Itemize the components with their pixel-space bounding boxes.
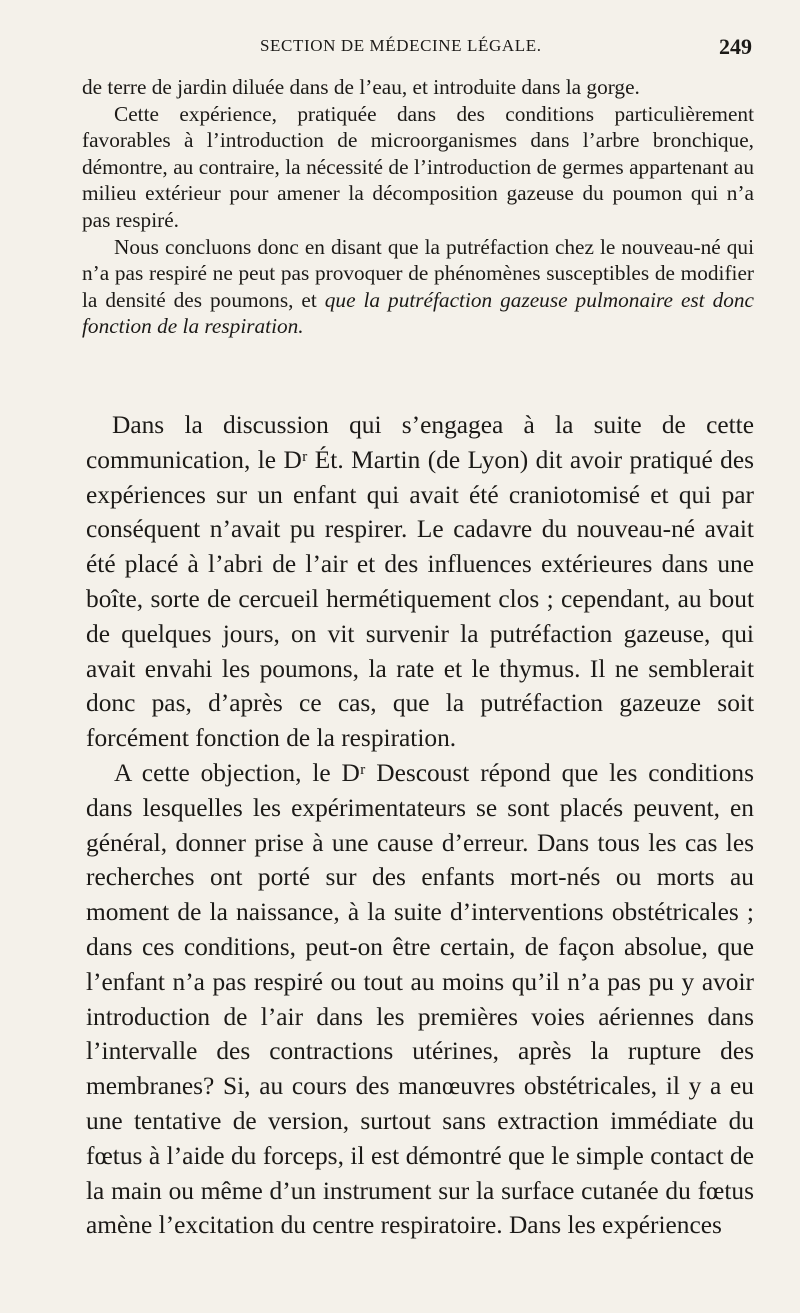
small-paragraph-1: de terre de jardin diluée dans de l’eau, et introduite dans la gorge. (82, 75, 640, 99)
discussion-paragraph-2: A cette objection, le Dʳ Descoust répond que les conditions dans lesquelles les expérimentateurs se sont placés peuvent, en général, donner prise à une cause d’erreur. Dans tous les cas les recherches ont porté sur des enfants mort-nés ou morts au moment de la naissance, à la suite d’interventions obstétricales ; dans ces conditions, peut-on être certain, de façon absolue, que l’enfant n’a pas respiré ou tout au moins qu’il n’a pas pu y avoir introduction de l’air dans les premières voies aériennes dans l’intervalle des contractions utérines, après la rupture des membranes? Si, au cours des manœuvres obstétricales, il y a eu une tentative de version, surtout sans extraction immédiate du fœtus à l’aide du forceps, il est démontré que le simple contact de la main ou même d’un instrument sur la surface cutanée du fœtus amène l’excitation du centre respiratoire. Dans les expériences (86, 758, 754, 1240)
small-paragraph-3 (82, 234, 754, 340)
conclusion-italic: que la putréfaction gazeuse pulmonaire est donc fonction de la respiration. (82, 287, 754, 339)
small-paragraph-2: Cette expérience, pratiquée dans des conditions particulièrement favorables à l’introduction de microorganismes dans l’arbre bronchique, démontre, au contraire, la nécessité de l’introduction de germes appartenant au milieu extérieur pour amener la décomposition gazeuse du poumon qui n’a pas respiré. (82, 101, 754, 232)
section-title: SECTION DE MÉDECINE LÉGALE. (260, 36, 542, 55)
discussion-section (86, 408, 754, 1243)
conclusion-text: Nous concluons donc en disant que la putréfaction chez le nouveau-né qui n’a pas respiré ne peut pas provoquer de phénomènes susceptibles de modifier la densité des poumons, et (82, 234, 754, 312)
running-head (88, 34, 752, 64)
small-print-section (82, 74, 754, 340)
discussion-paragraph-1: Dans la discussion qui s’engagea à la suite de cette communication, le Dʳ Ét. Martin (de Lyon) dit avoir pratiqué des expériences sur un enfant qui avait été craniotomisé et qui par conséquent n’avait pu respirer. Le cadavre du nouveau-né avait été placé à l’abri de l’air et des influences extérieures dans une boîte, sorte de cercueil hermétiquement clos ; cependant, au bout de quelques jours, on vit survenir la putréfaction gazeuse, qui avait envahi les poumons, la rate et le thymus. Il ne semblerait donc pas, d’après ce cas, que la putréfaction gazeuze soit forcément fonction de la respiration. (86, 411, 754, 753)
page-number: 249 (719, 34, 752, 59)
